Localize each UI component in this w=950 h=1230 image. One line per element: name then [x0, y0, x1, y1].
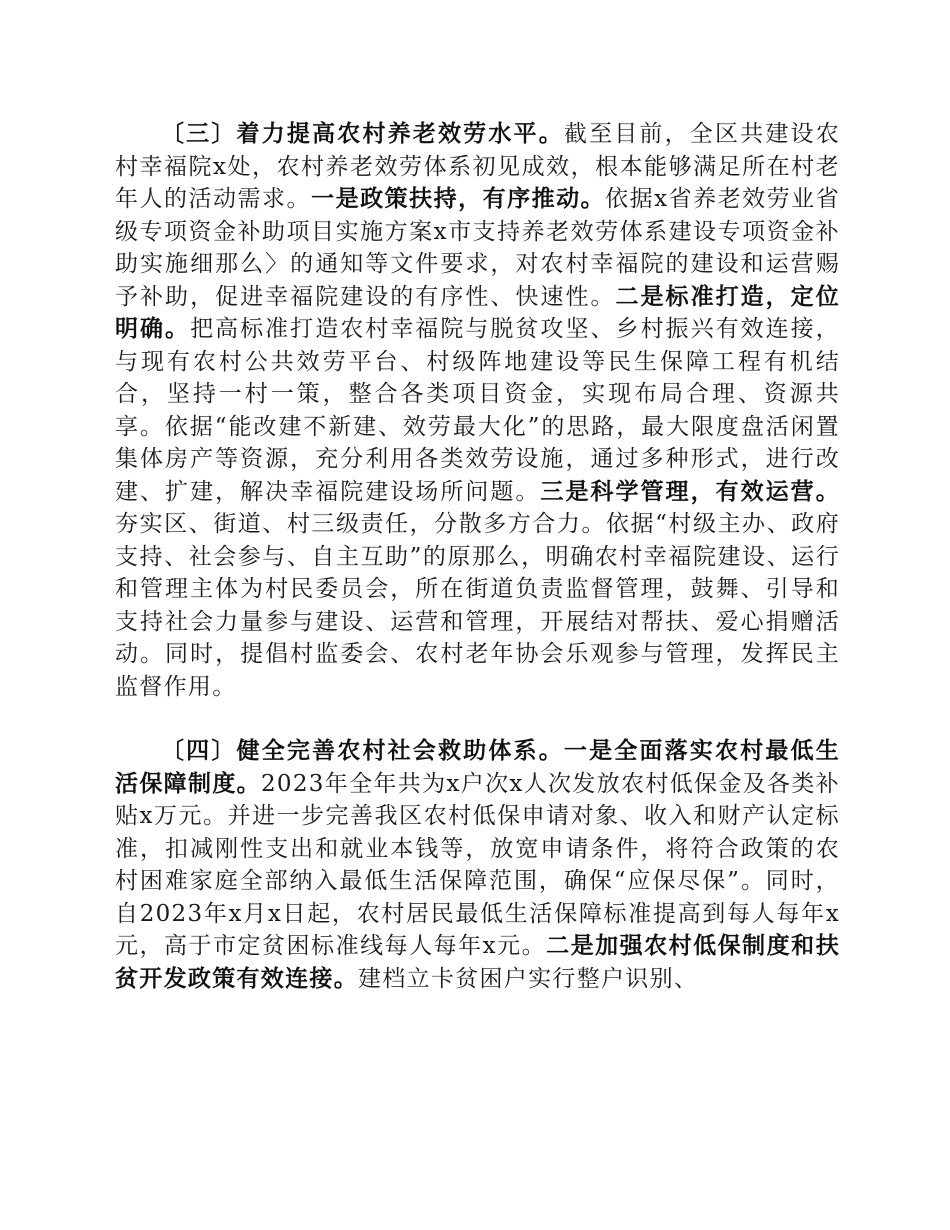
body-text: 夯实区、街道、村三级责任，分散多方合力。依据“村级主办、政府支持、社会参与、自主互助”的原那么，明确农村幸福院建设、运行和管理主体为村民委员会，所在街道负责监督管理，鼓舞、引导和支持社会力量参与建设、运营和管理，开展结对帮扶、爱心捐赠活动。同时，提倡村监委会、农村老年协会乐观参与管理，发挥民主监督作用。 [115, 511, 840, 700]
body-text: 2023年全年共为x户次x人次发放农村低保金及各类补贴x万元。并进一步完善我区农村低保申请对象、收入和财产认定标准，扣减刚性支出和就业本钱等，放宽申请条件，将符合政策的农村困难家庭全部纳入最低生活保障范围，确保“应保尽保”。同时，自2023年x月x日起，农村居民最低生活保障标准提高到每人每年x元，高于市定贫困标准线每人每年x元。 [115, 770, 840, 959]
point-heading-2: 二是加强农村低保制度和扶贫开发政策有效连接。 [115, 933, 840, 992]
body-text: 建档立卡贫困户实行整户识别、 [358, 965, 699, 992]
section-heading-4: 〔四〕健全完善农村社会救助体系。 [161, 738, 564, 764]
paragraph-social-assistance [115, 735, 840, 995]
body-text: 截至目前，全区共建设农村幸福院x处，农村养老效劳体系初见成效，根本能够满足所在村老年人的活动需求。 [115, 121, 840, 212]
body-text: 把高标准打造农村幸福院与脱贫攻坚、乡村振兴有效连接，与现有农村公共效劳平台、村级阵地建设等民生保障工程有机结合，坚持一村一策，整合各类项目资金，实现布局合理、资源共享。依据“能改建不新建、效劳最大化”的思路，最大限度盘活闲置集体房产等资源，充分利用各类效劳设施，通过多种形式，进行改建、扩建，解决幸福院建设场所问题。 [115, 316, 840, 505]
section-heading-3: 〔三〕着力提高农村养老效劳水平。 [161, 121, 564, 147]
document-page [115, 118, 840, 995]
point-heading-1: 一是政策扶持，有序推动。 [311, 186, 606, 212]
body-text: 依据x省养老效劳业省级专项资金补助项目实施方案x市支持养老效劳体系建设专项资金补助实施细那么〉的通知等文件要求，对农村幸福院的建设和运营赐予补助，促进幸福院建设的有序性、快速性。 [115, 186, 840, 310]
point-heading-3: 三是科学管理，有效运营。 [540, 478, 840, 505]
point-heading-2: 二是标准打造，定位明确。 [115, 283, 840, 342]
paragraph-elderly-care [115, 118, 840, 703]
point-heading-1: 一是全面落实农村最低生活保障制度。 [115, 738, 840, 797]
